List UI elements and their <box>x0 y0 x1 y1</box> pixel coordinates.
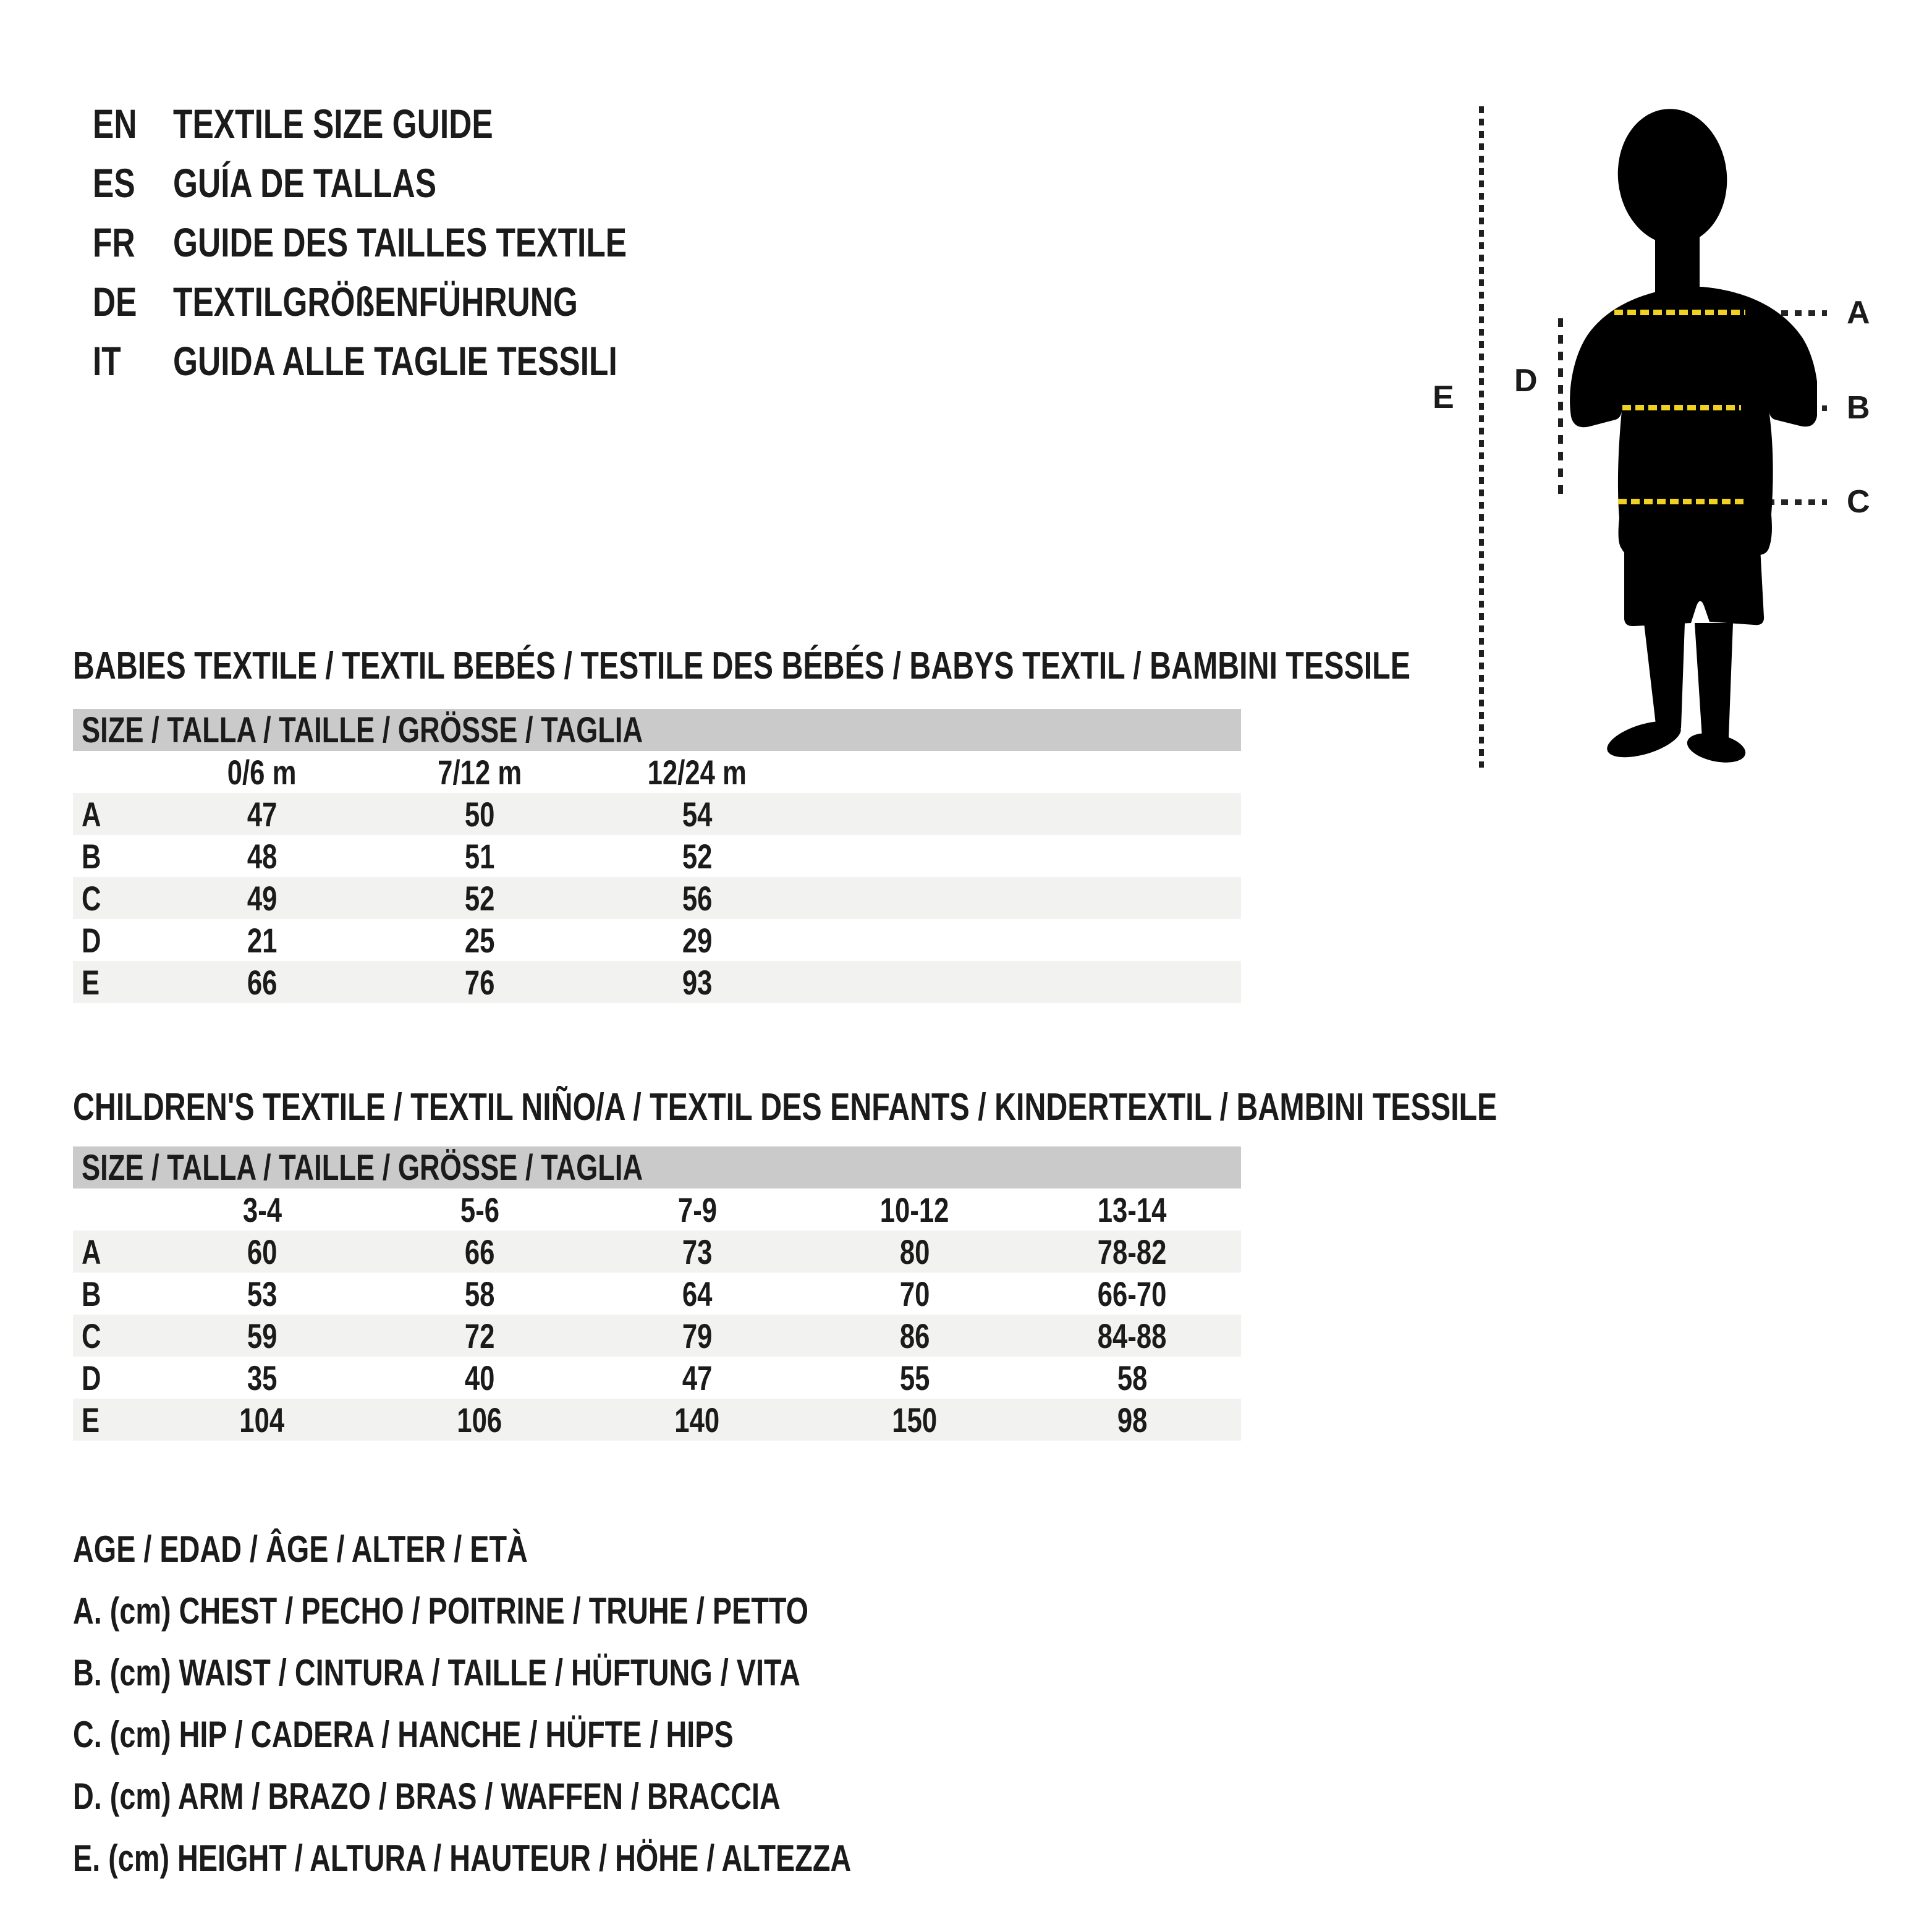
cell-value: 66 <box>247 962 278 1002</box>
row-label: D <box>82 920 101 960</box>
measure-label-d: D <box>1514 363 1538 399</box>
language-title: TEXTILE SIZE GUIDE <box>173 101 493 146</box>
left-leg-shape <box>1644 623 1685 729</box>
cell-value: 29 <box>682 920 713 960</box>
language-row-es <box>93 153 755 213</box>
cell-value: 66 <box>464 1232 495 1271</box>
cell-value: 106 <box>457 1400 502 1439</box>
table-row <box>73 1399 1241 1441</box>
row-label: C <box>82 878 101 918</box>
legend-line-height: E. (cm) HEIGHT / ALTURA / HAUTEUR / HÖHE / ALTEZZA <box>73 1837 852 1879</box>
waist-measure-line-b <box>1622 405 1741 410</box>
cell-value: 64 <box>682 1274 713 1313</box>
size-header-bar: SIZE / TALLA / TAILLE / GRÖSSE / TAGLIA <box>73 709 1241 751</box>
table-row <box>73 793 1241 835</box>
row-label: A <box>82 1232 101 1271</box>
language-title: GUÍA DE TALLAS <box>173 160 437 206</box>
child-silhouette-illustration <box>1564 104 1817 768</box>
cell-value: 25 <box>464 920 495 960</box>
language-row-en <box>93 94 755 153</box>
table-row <box>73 961 1241 1003</box>
column-header-row <box>73 751 1241 793</box>
row-label: E <box>82 1400 100 1439</box>
language-code: IT <box>93 338 121 384</box>
column-header: 7/12 m <box>438 752 522 792</box>
cell-value: 66-70 <box>1098 1274 1167 1313</box>
table-row <box>73 1273 1241 1315</box>
cell-value: 50 <box>464 794 495 834</box>
cell-value: 84-88 <box>1098 1316 1167 1355</box>
right-shoe-shape <box>1684 729 1748 768</box>
cell-value: 49 <box>247 878 278 918</box>
row-label: B <box>82 836 101 876</box>
table-row <box>73 877 1241 919</box>
column-header: 3-4 <box>242 1190 282 1229</box>
language-title: GUIDA ALLE TAGLIE TESSILI <box>173 338 617 384</box>
legend-line-hip: C. (cm) HIP / CADERA / HANCHE / HÜFTE / HIPS <box>73 1713 734 1755</box>
cell-value: 59 <box>247 1316 278 1355</box>
table-row <box>73 835 1241 877</box>
cell-value: 58 <box>464 1274 495 1313</box>
row-label: B <box>82 1274 101 1313</box>
column-header: 12/24 m <box>647 752 747 792</box>
cell-value: 47 <box>247 794 278 834</box>
column-header: 0/6 m <box>227 752 297 792</box>
cell-value: 80 <box>899 1232 930 1271</box>
cell-value: 55 <box>899 1358 930 1397</box>
hip-measure-line-c <box>1618 499 1747 504</box>
table-row <box>73 1357 1241 1399</box>
table-row <box>73 1231 1241 1273</box>
row-label: D <box>82 1358 101 1397</box>
cell-value: 58 <box>1117 1358 1148 1397</box>
measure-label-c: C <box>1847 484 1870 520</box>
column-header: 7-9 <box>677 1190 717 1229</box>
header-language-list <box>93 94 755 391</box>
table-row <box>73 919 1241 961</box>
column-header-row <box>73 1188 1241 1231</box>
shirt-shape <box>1570 287 1817 555</box>
cell-value: 35 <box>247 1358 278 1397</box>
legend-line-age: AGE / EDAD / ÂGE / ALTER / ETÀ <box>73 1528 528 1570</box>
cell-value: 150 <box>892 1400 938 1439</box>
measure-label-e: E <box>1433 379 1454 415</box>
language-code: FR <box>93 219 135 265</box>
measure-label-b: B <box>1847 390 1870 426</box>
column-header: 5-6 <box>460 1190 499 1229</box>
row-label: C <box>82 1316 101 1355</box>
cell-value: 104 <box>239 1400 285 1439</box>
cell-value: 60 <box>247 1232 278 1271</box>
cell-value: 53 <box>247 1274 278 1313</box>
language-code: DE <box>93 279 137 324</box>
table-row <box>73 1315 1241 1357</box>
cell-value: 140 <box>674 1400 720 1439</box>
cell-value: 73 <box>682 1232 713 1271</box>
language-code: EN <box>93 101 137 146</box>
column-header: 13-14 <box>1098 1190 1167 1229</box>
shorts-shape <box>1624 548 1764 626</box>
right-leg-shape <box>1695 623 1733 738</box>
cell-value: 52 <box>682 836 713 876</box>
cell-value: 70 <box>899 1274 930 1313</box>
cell-value: 56 <box>682 878 713 918</box>
row-label: A <box>82 794 101 834</box>
cell-value: 48 <box>247 836 278 876</box>
cell-value: 76 <box>464 962 495 1002</box>
row-label: E <box>82 962 100 1002</box>
legend-line-chest: A. (cm) CHEST / PECHO / POITRINE / TRUHE / PETTO <box>73 1590 809 1632</box>
height-measure-line-e <box>1479 106 1484 768</box>
cell-value: 40 <box>464 1358 495 1397</box>
size-header-bar: SIZE / TALLA / TAILLE / GRÖSSE / TAGLIA <box>73 1146 1241 1188</box>
cell-value: 79 <box>682 1316 713 1355</box>
cell-value: 21 <box>247 920 278 960</box>
language-row-fr <box>93 213 755 272</box>
cell-value: 86 <box>899 1316 930 1355</box>
children-size-table <box>73 1146 1241 1441</box>
column-header: 10-12 <box>880 1190 949 1229</box>
chest-measure-line-a <box>1614 310 1745 315</box>
cell-value: 51 <box>464 836 495 876</box>
language-title: GUIDE DES TAILLES TEXTILE <box>173 219 627 265</box>
babies-size-table <box>73 709 1241 1003</box>
measurement-legend <box>73 1518 1070 1889</box>
language-row-de <box>93 272 755 331</box>
legend-line-waist: B. (cm) WAIST / CINTURA / TAILLE / HÜFTUNG / VITA <box>73 1651 800 1693</box>
legend-line-arm: D. (cm) ARM / BRAZO / BRAS / WAFFEN / BRACCIA <box>73 1775 781 1817</box>
cell-value: 54 <box>682 794 713 834</box>
cell-value: 52 <box>464 878 495 918</box>
language-title: TEXTILGRÖßENFÜHRUNG <box>173 279 578 324</box>
language-code: ES <box>93 160 135 206</box>
measure-label-a: A <box>1847 295 1870 331</box>
cell-value: 93 <box>682 962 713 1002</box>
cell-value: 72 <box>464 1316 495 1355</box>
cell-value: 98 <box>1117 1400 1148 1439</box>
children-section-title: CHILDREN'S TEXTILE / TEXTIL NIÑO/A / TEXTIL DES ENFANTS / KINDERTEXTIL / BAMBINI TESSILE <box>73 1085 1498 1129</box>
cell-value: 47 <box>682 1358 713 1397</box>
arm-measure-line-d <box>1558 318 1563 499</box>
cell-value: 78-82 <box>1098 1232 1167 1271</box>
babies-section-title: BABIES TEXTILE / TEXTIL BEBÉS / TESTILE DES BÉBÉS / BABYS TEXTIL / BAMBINI TESSILE <box>73 644 1410 687</box>
language-row-it <box>93 331 755 391</box>
